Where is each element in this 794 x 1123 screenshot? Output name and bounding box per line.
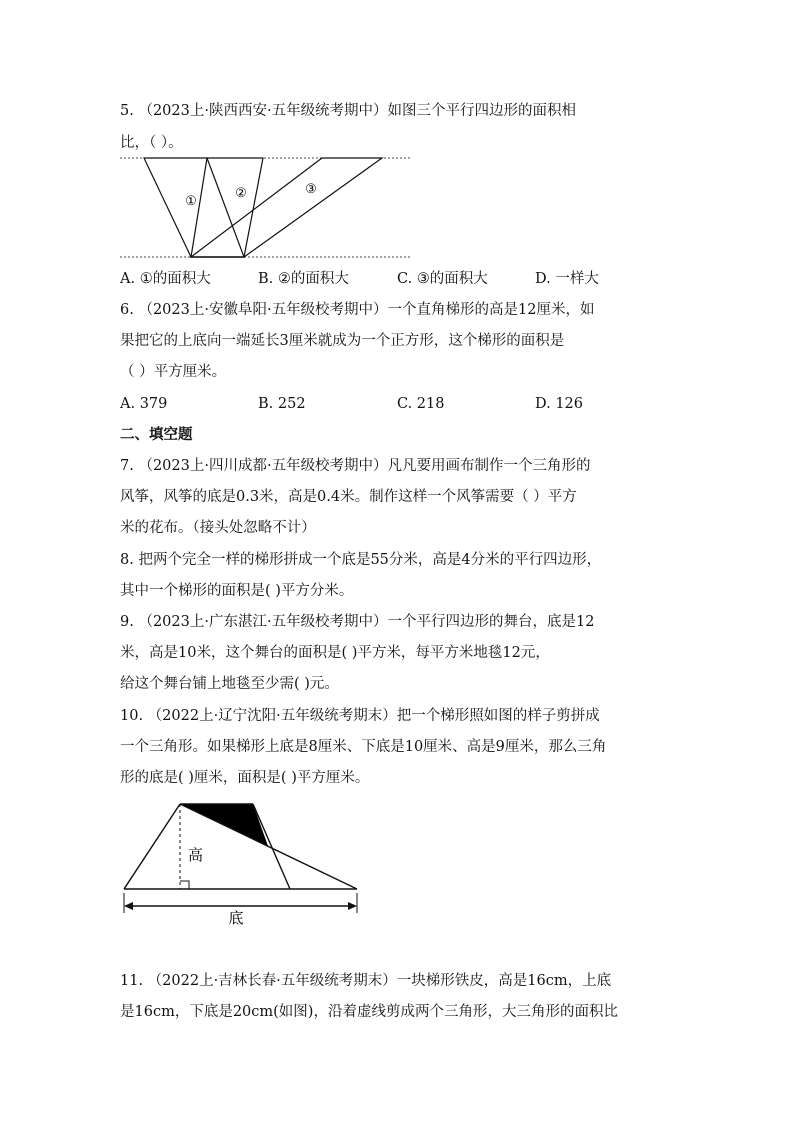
q6-text-line2: 果把它的上底向一端延长3厘米就成为一个正方形，这个梯形的面积是: [120, 333, 565, 349]
q7-text-line1: 7. （2023上·四川成都·五年级校考期中）凡凡要用画布制作一个三角形的: [120, 458, 591, 474]
q9-text-line3: 给这个舞台铺上地毯至少需( )元。: [120, 676, 339, 692]
q9-text-line2: 米，高是10米，这个舞台的面积是( )平方米，每平方米地毯12元，: [120, 645, 550, 661]
q8-text-line1: 8. 把两个完全一样的梯形拼成一个底是55分米，高是4分米的平行四边形，: [120, 552, 602, 568]
q5-option-d[interactable]: D. 一样大: [535, 271, 599, 287]
q10-text-line3: 形的底是( )厘米，面积是( )平方厘米。: [120, 770, 370, 786]
q6-option-d[interactable]: D. 126: [535, 396, 584, 412]
q10-text-line2: 一个三角形。如果梯形上底是8厘米、下底是10厘米、高是9厘米，那么三角: [120, 739, 607, 755]
q7-text-line3: 米的花布。（接头处忽略不计）: [120, 520, 316, 536]
right-angle-mark: [180, 881, 189, 889]
q8-text-line2: 其中一个梯形的面积是( )平方分米。: [120, 583, 354, 599]
q10-text-line1: 10. （2022上·辽宁沈阳·五年级统考期末）把一个梯形照如图的样子剪拼成: [120, 708, 600, 724]
q5-option-b[interactable]: B. ②的面积大: [258, 271, 349, 287]
label-1: ①: [185, 194, 197, 209]
height-label: 高: [188, 846, 204, 864]
q6-option-b[interactable]: B. 252: [258, 396, 306, 412]
section-heading-fill-blank: 二、填空题: [120, 427, 193, 443]
q5-option-c[interactable]: C. ③的面积大: [397, 271, 488, 287]
q6-text-line1: 6. （2023上·安徽阜阳·五年级校考期中）一个直角梯形的高是12厘米，如: [120, 302, 595, 318]
base-label: 底: [228, 909, 244, 927]
q9-text-line1: 9. （2023上·广东湛江·五年级校考期中）一个平行四边形的舞台，底是12: [120, 614, 595, 630]
q6-text-line3: （ ）平方厘米。: [120, 364, 227, 380]
q5-text-line1: 5. （2023上·陕西西安·五年级统考期中）如图三个平行四边形的面积相: [120, 103, 577, 119]
label-3: ③: [305, 182, 317, 197]
q6-option-c[interactable]: C. 218: [397, 396, 445, 412]
q5-text-line2: 比，（ ）。: [120, 135, 183, 151]
q11-text-line2: 是16cm，下底是20cm(如图)，沿着虚线剪成两个三角形，大三角形的面积比: [120, 1004, 618, 1020]
q5-option-a[interactable]: A. ①的面积大: [120, 271, 211, 287]
label-2: ②: [235, 186, 247, 201]
q11-text-line1: 11. （2022上·吉林长春·五年级统考期末）一块梯形铁皮，高是16cm，上底: [120, 973, 612, 989]
q7-text-line2: 风筝，风筝的底是0.3米，高是0.4米。制作这样一个风筝需要（ ）平方: [120, 489, 577, 505]
q6-option-a[interactable]: A. 379: [120, 396, 168, 412]
